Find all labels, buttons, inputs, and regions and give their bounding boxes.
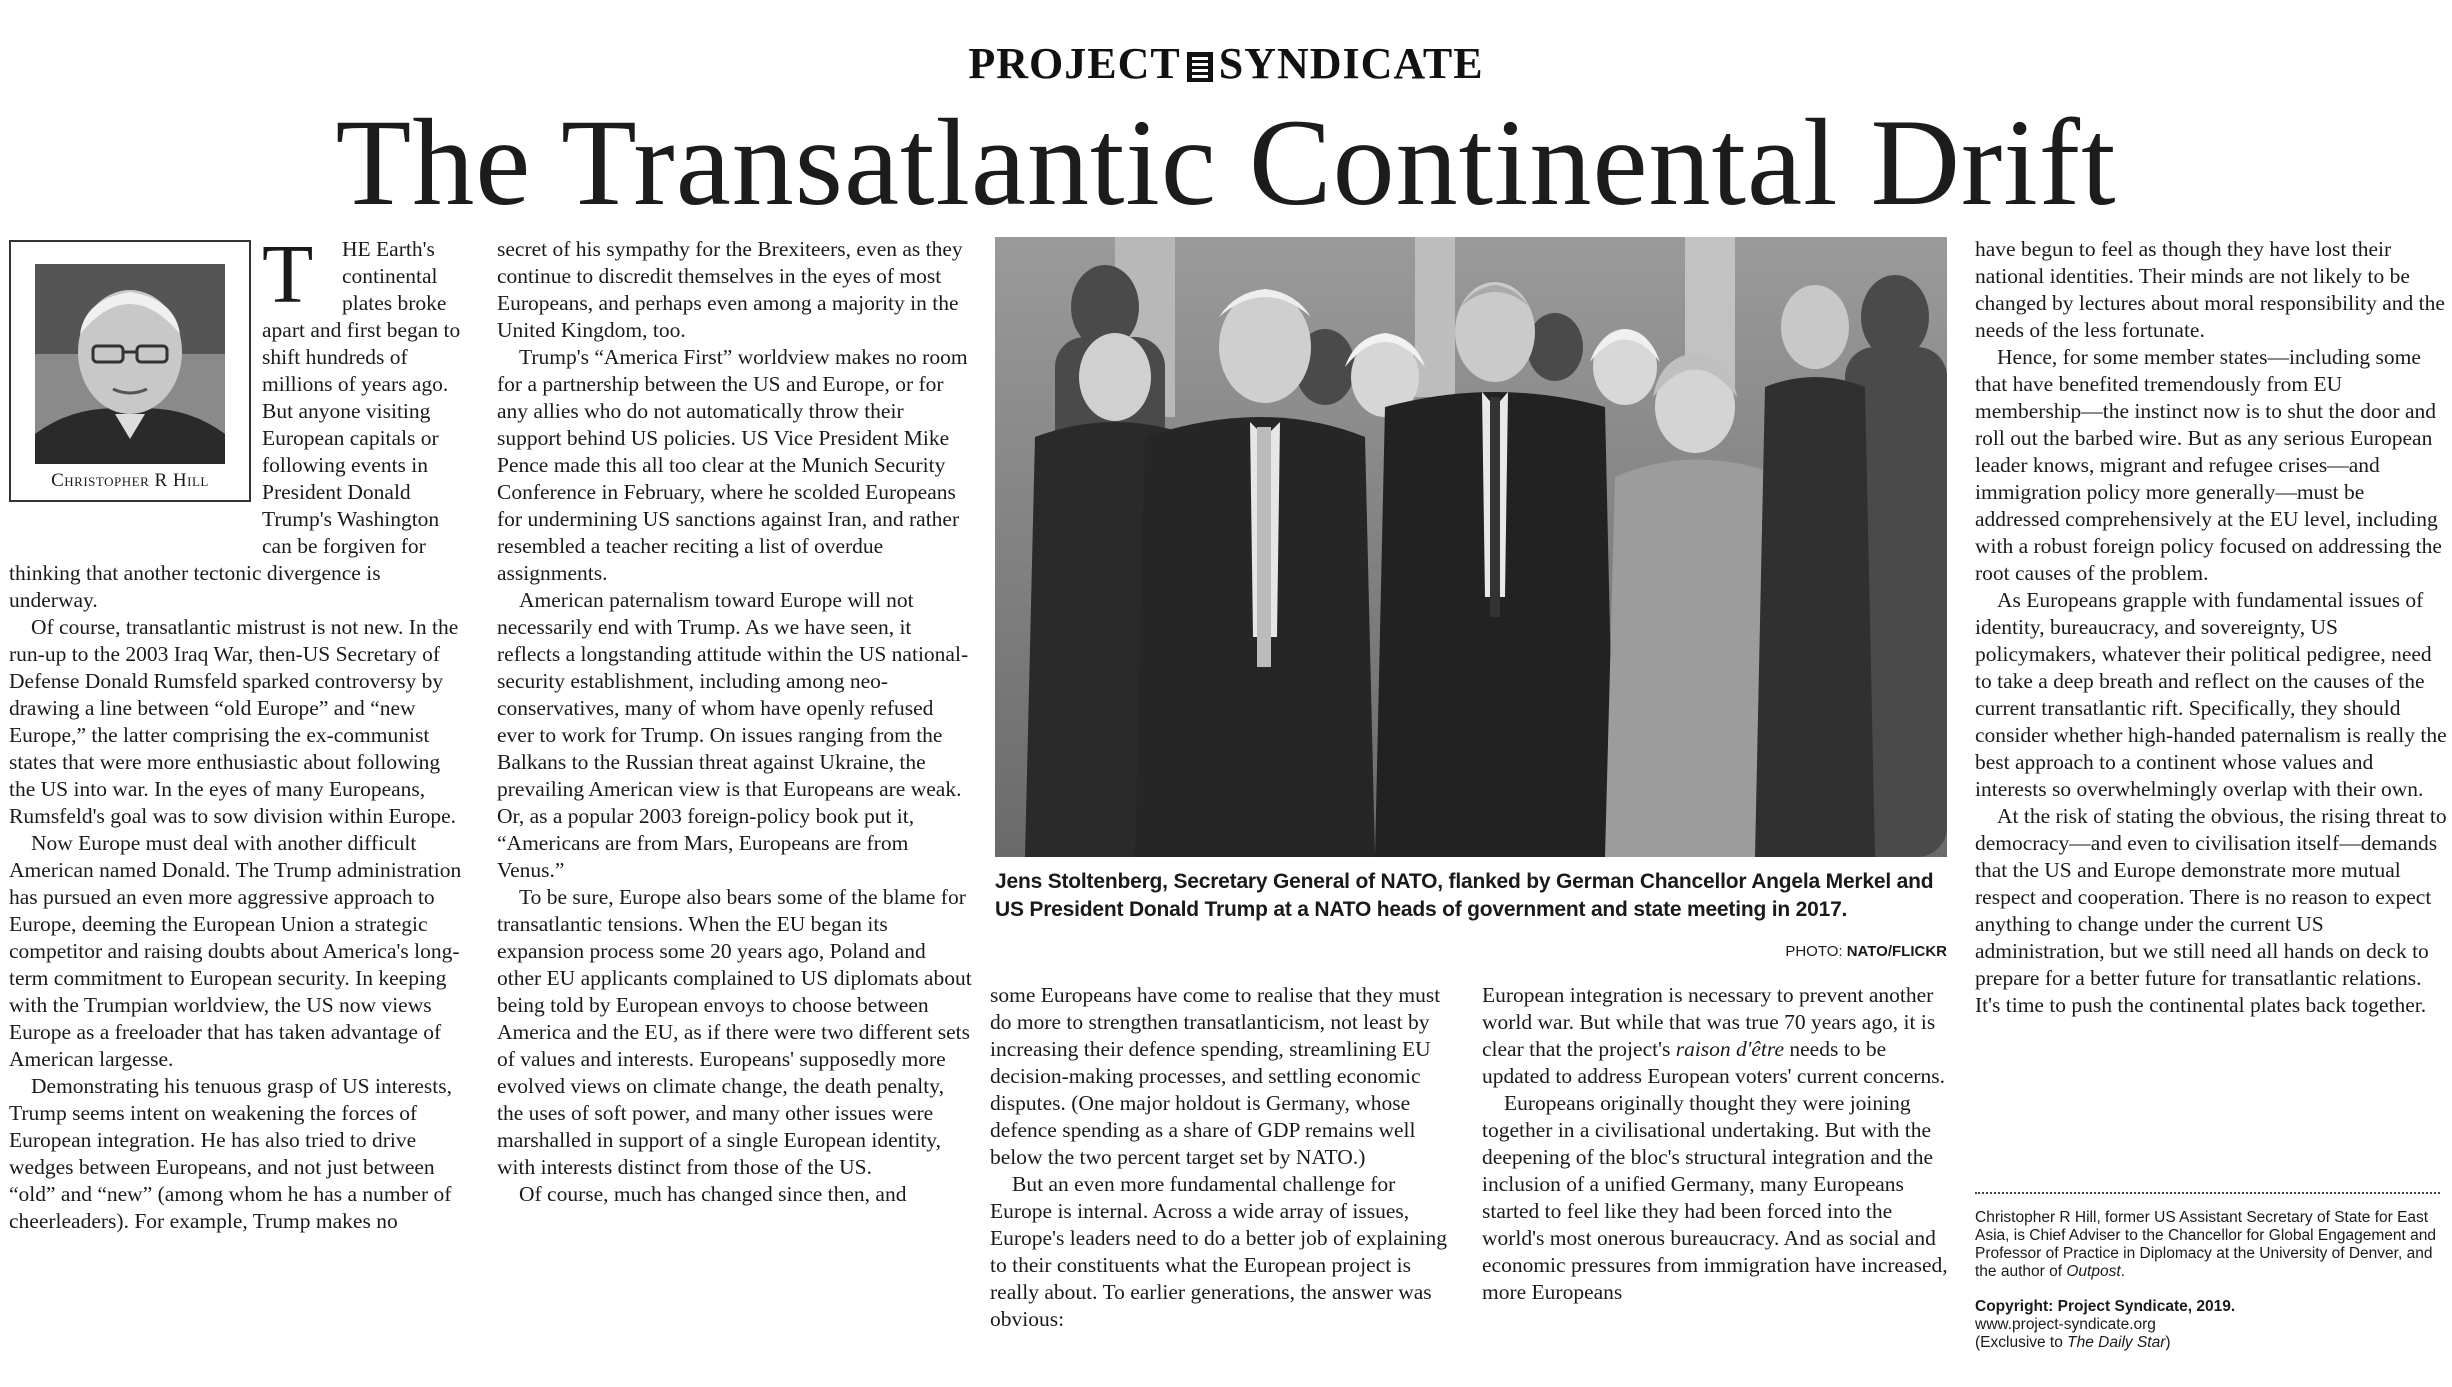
author-bio: Christopher R Hill, former US Assistant Secretary of State for East Asia, is Chief Adviser to the Chancellor for Global Engagement and Professor of Practice in Diplomacy at the University of Denver, and the author of Outpost. — [1975, 1209, 2436, 1280]
paragraph: As Europeans grapple with fundamental issues of identity, bureaucracy, and sovereignty, US policymakers, whatever their political pedigree, need to take a deep breath and reflect on the causes of the current transatlantic rift. Specifically, they should consider whether high-handed paternalism is really the best approach to a continent whose values and interests so overwhelmingly overlap with their own. — [1975, 588, 2447, 801]
paragraph: Of course, much has changed since then, and — [519, 1182, 907, 1206]
column-3 — [990, 982, 1460, 1333]
divider — [1975, 1192, 2440, 1194]
paragraph: Trump's “America First” worldview makes no room for a partnership between the US and Europe, or for any allies who do not automatically throw their support behind US policies. US Vice President Mike Pence made this all too clear at the Munich Security Conference in February, where he scolded Europeans for undermining US sanctions against Iran, and rather resembled a teacher reciting a list of overdue assignments. — [497, 345, 968, 585]
column-4 — [1482, 982, 1954, 1306]
paragraph: HE Earth's continental plates broke apart and first began to shift hundreds of millions of years ago. But anyone visiting European capitals or following events in President Donald Trump's Washington can be forgiven for thinking that another tectonic divergence is underway. — [9, 237, 461, 612]
paragraph: Now Europe must deal with another difficult American named Donald. The Trump administration has pursued an even more aggressive approach to Europe, deeming the European Union a strategic competitor and raising doubts about America's long-term commitment to European security. In keeping with the Trumpian worldview, the US now views Europe as a freeloader that has taken advantage of American largesse. — [9, 831, 462, 1071]
paragraph: Hence, for some member states—including some that have benefited tremendously from EU membership—the instinct now is to shut the door and roll out the barbed wire. But as any serious European leader knows, migrant and refugee crises—and immigration policy more generally—must be addressed comprehensively at the EU level, including with a robust foreign policy focused on addressing the root causes of the problem. — [1975, 345, 2442, 585]
newspaper-logo-icon — [1187, 52, 1213, 82]
paragraph: Demonstrating his tenuous grasp of US interests, Trump seems intent on weakening the forces of European integration. He has also tried to drive wedges between Europeans, and not just between “old” and “new” (among whom he has a number of cheerleaders). For example, Trump makes no — [9, 1074, 452, 1233]
author-name: Christopher R Hill — [51, 470, 209, 491]
paragraph: European integration is necessary to prevent another world war. But while that was true 70 years ago, it is clear that the project's raison d'être needs to be updated to address European voters' current concerns. — [1482, 983, 1945, 1088]
website-line: www.project-syndicate.org — [1975, 1316, 2156, 1333]
column-5 — [1975, 236, 2447, 1019]
paragraph: At the risk of stating the obvious, the rising threat to democracy—and even to civilisation itself—demands that the US and Europe demonstrate more mutual respect and cooperation. There is no reason to expect anything to change under the current US administration, but we still need all hands on deck to prepare for a better future for transatlantic relations. It's time to push the continental plates back together. — [1975, 804, 2447, 1017]
exclusive-line: (Exclusive to The Daily Star) — [1975, 1334, 2171, 1351]
paragraph: To be sure, Europe also bears some of the blame for transatlantic tensions. When the EU began its expansion process some 20 years ago, Poland and other EU applicants complained to US diplomats about being told by European envoys to choose between America and the EU, as if there were two different sets of values and interests. Europeans' supposedly more evolved views on climate change, the death penalty, the uses of soft power, and many other issues were marshalled in support of a single European identity, with interests distinct from those of the US. — [497, 885, 972, 1179]
photo-credit — [1600, 943, 1947, 960]
paragraph: some Europeans have come to realise that they must do more to strengthen transatlanticism, not least by increasing their defence spending, streamlining EU decision-making processes, and settling economic disputes. (One major holdout is Germany, whose defence spending as a share of GDP remains well below the two percent target set by NATO.) — [990, 983, 1441, 1169]
masthead — [0, 38, 2452, 89]
column-1 — [9, 228, 471, 1235]
drop-cap: T — [262, 228, 314, 321]
paragraph: American paternalism toward Europe will not necessarily end with Trump. As we have seen, it reflects a longstanding attitude within the US national-security establishment, including among neo-conservatives, many of whom have openly refused ever to work for Trump. On issues ranging from the Balkans to the Russian threat against Ukraine, the prevailing American view is that Europeans are weak. Or, as a popular 2003 foreign-policy book put it, “Americans are from Mars, Europeans are from Venus.” — [497, 588, 969, 882]
photo-caption: Jens Stoltenberg, Secretary General of NATO, flanked by German Chancellor Angela Merkel and US President Donald Trump at a NATO heads of government and state meeting in 2017. — [995, 870, 1934, 921]
paragraph: Europeans originally thought they were joining together in a civilisational undertaking. But with the deepening of the bloc's structural integration and the inclusion of a unified Germany, many Europeans started to feel like they had been forced into the world's most onerous bureaucracy. And as social and economic pressures from immigration have increased, more Europeans — [1482, 1091, 1948, 1304]
book-title: Outpost — [2066, 1263, 2121, 1280]
nato-leaders-photo — [995, 237, 1947, 857]
paragraph: have begun to feel as though they have lost their national identities. Their minds are not likely to be changed by lectures about moral responsibility and the needs of the less fortunate. — [1975, 237, 2445, 342]
copyright-block — [1975, 1298, 2445, 1352]
copyright-line: Copyright: Project Syndicate, 2019. — [1975, 1298, 2236, 1315]
masthead-left: PROJECT — [968, 39, 1181, 88]
paragraph: But an even more fundamental challenge for Europe is internal. Across a wide array of issues, Europe's leaders need to do a better job of explaining to their constituents what the European project is really about. To earlier generations, the answer was obvious: — [990, 1172, 1448, 1331]
raison-detre: raison d'être — [1675, 1037, 1785, 1061]
paragraph: Of course, transatlantic mistrust is not new. In the run-up to the 2003 Iraq War, then-US Secretary of Defense Donald Rumsfeld sparked controversy by drawing a line between “old Europe” and “new Europe,” the latter comprising the ex-communist states that were more enthusiastic about following the US into war. In the eyes of many Europeans, Rumsfeld's goal was to sow division within Europe. — [9, 615, 459, 828]
headline: The Transatlantic Continental Drift — [335, 94, 2117, 231]
paragraph: secret of his sympathy for the Brexiteers, even as they continue to discredit themselves in the eyes of most Europeans, and perhaps even among a majority in the United Kingdom, too. — [497, 237, 963, 342]
column-2 — [497, 236, 973, 1208]
photo-credit-value: NATO/FLICKR — [1846, 943, 1947, 960]
photo-credit-label: PHOTO: — [1785, 943, 1843, 960]
masthead-right: SYNDICATE — [1218, 39, 1484, 88]
